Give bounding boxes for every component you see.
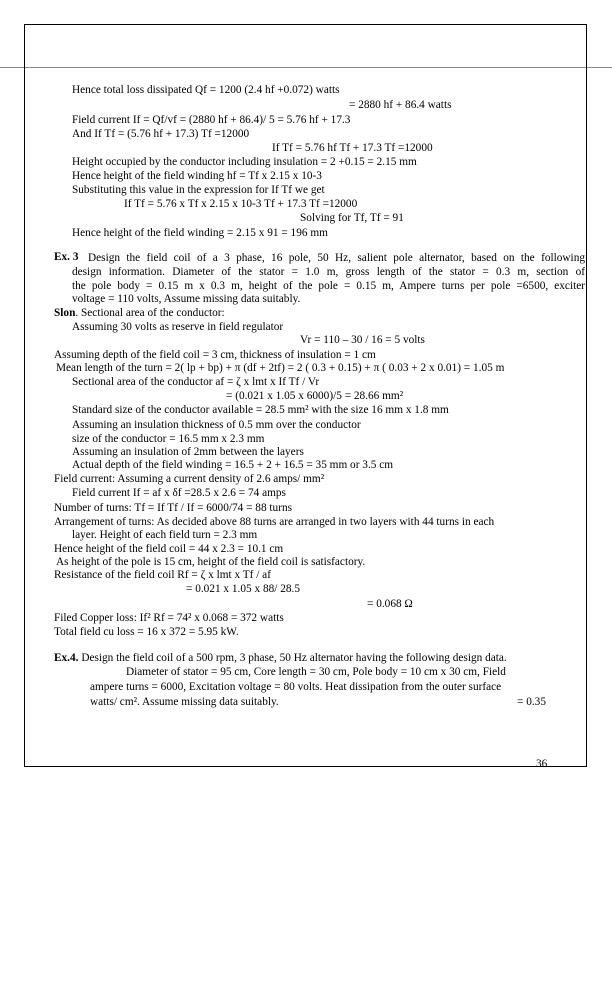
text-line: Assuming an insulation of 2mm between the layers <box>72 446 304 458</box>
solution-heading: Slon. Sectional area of the conductor: <box>54 307 225 319</box>
example-3-label: Ex. 3 <box>54 251 79 263</box>
example-3-text: design information. Diameter of the stator = 1.0 m, gross length of the stator = 0.3 m, section of <box>72 266 585 278</box>
text-line: Sectional area of the conductor af = ζ x lmt x If Tf / Vr <box>72 376 320 388</box>
example-3-text: Design the field coil of a 3 phase, 16 pole, 50 Hz, salient pole alternator, based on the following <box>88 252 585 264</box>
text-line: = 0.021 x 1.05 x 88/ 28.5 <box>186 583 301 595</box>
text-line: Field current If = af x δf =28.5 x 2.6 = 74 amps <box>72 487 286 499</box>
text-line: Solving for Tf, Tf = 91 <box>300 212 404 224</box>
text-line: size of the conductor = 16.5 mm x 2.3 mm <box>72 433 265 445</box>
equation-line: If Tf = 5.76 x Tf x 2.15 x 10-3 Tf + 17.3 Tf =12000 <box>124 198 358 210</box>
text-line: Number of turns: Tf = If Tf / If = 6000/74 = 88 turns <box>54 502 293 514</box>
text-line: Standard size of the conductor available = 28.5 mm² with the size 16 mm x 1.8 mm <box>72 404 449 416</box>
example-4-text: watts/ cm². Assume missing data suitably. <box>90 696 279 708</box>
text-line: Filed Copper loss: If² Rf = 74² x 0.068 = 372 watts <box>54 612 284 624</box>
example-4-text: ampere turns = 6000, Excitation voltage = 80 volts. Heat dissipation from the outer surface <box>90 681 502 693</box>
text-line: Mean length of the turn = 2( lp + bp) + π (df + 2tf) = 2 ( 0.3 + 0.15) + π ( 0.03 + 2 x 0.01) = 1.05 m <box>56 362 505 374</box>
text-line: Arrangement of turns: As decided above 88 turns are arranged in two layers with 44 turns in each <box>54 516 495 528</box>
text-line: = 0.068 Ω <box>367 598 413 610</box>
text-line: Substituting this value in the expression for If Tf we get <box>72 184 325 196</box>
text-line: = (0.021 x 1.05 x 6000)/5 = 28.66 mm² <box>226 390 404 402</box>
text-line: Assuming depth of the field coil = 3 cm, thickness of insulation = 1 cm <box>54 349 376 361</box>
text-line: Field current If = Qf/vf = (2880 hf + 86.4)/ 5 = 5.76 hf + 17.3 <box>72 114 351 126</box>
text-line: Field current: Assuming a current density of 2.6 amps/ mm² <box>54 473 325 485</box>
text-line: Assuming 30 volts as reserve in field regulator <box>72 321 284 333</box>
text-line: Vr = 110 – 30 / 16 = 5 volts <box>300 334 425 346</box>
text-line: Hence height of the field winding = 2.15 x 91 = 196 mm <box>72 227 328 239</box>
text-line: Hence height of the field coil = 44 x 2.3 = 10.1 cm <box>54 543 284 555</box>
example-4-text: Diameter of stator = 95 cm, Core length = 30 cm, Pole body = 10 cm x 30 cm, Field <box>126 666 506 678</box>
example-3-text: voltage = 110 volts, Assume missing data suitably. <box>72 293 301 305</box>
text-line: And If Tf = (5.76 hf + 17.3) Tf =12000 <box>72 128 250 140</box>
text-line: If Tf = 5.76 hf Tf + 17.3 Tf =12000 <box>272 142 433 154</box>
text-line: Hence total loss dissipated Qf = 1200 (2.4 hf +0.072) watts <box>72 84 340 96</box>
text-line: layer. Height of each field turn = 2.3 mm <box>72 529 258 541</box>
text-line: Actual depth of the field winding = 16.5 + 2 + 16.5 = 35 mm or 3.5 cm <box>72 459 394 471</box>
text-line: Height occupied by the conductor including insulation = 2 +0.15 = 2.15 mm <box>72 156 417 168</box>
text-line: Assuming an insulation thickness of 0.5 mm over the conductor <box>72 419 361 431</box>
text-line: = 2880 hf + 86.4 watts <box>349 99 452 111</box>
example-4-text: = 0.35 <box>517 696 546 708</box>
example-4-label: Ex.4. Design the field coil of a 500 rpm, 3 phase, 50 Hz alternator having the following design data. <box>54 652 507 664</box>
page-number: 36 <box>536 758 548 770</box>
text-line: Total field cu loss = 16 x 372 = 5.95 kW. <box>54 626 239 638</box>
text-line: Hence height of the field winding hf = Tf x 2.15 x 10-3 <box>72 170 322 182</box>
example-3-text: the pole body = 0.15 m x 0.3 m, height of the pole = 0.15 m, Ampere turns per pole =6500, exciter <box>72 280 585 292</box>
text-line: Resistance of the field coil Rf = ζ x lmt x Tf / af <box>54 569 271 581</box>
text-line: As height of the pole is 15 cm, height of the field coil is satisfactory. <box>56 556 366 568</box>
